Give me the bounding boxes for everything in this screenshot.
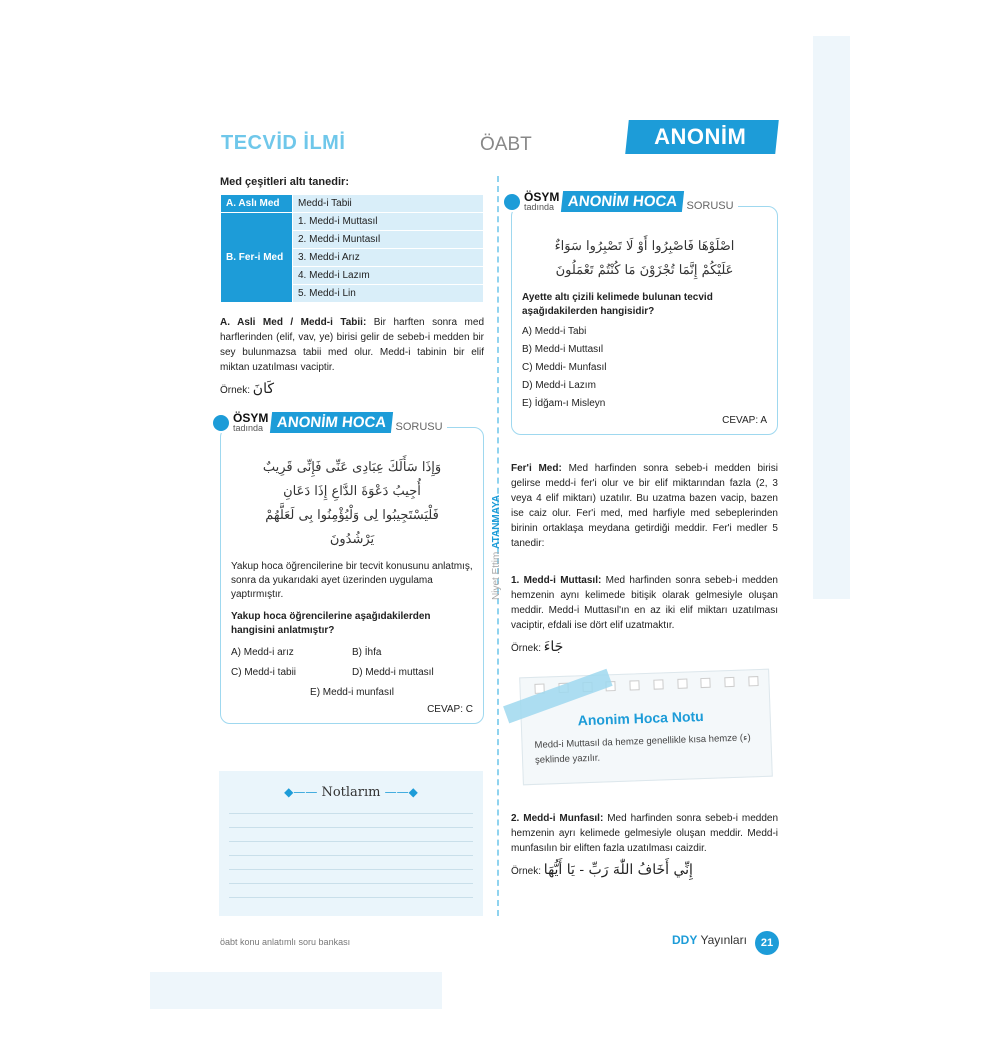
notes-box[interactable] [219,771,483,916]
muttasil-heading: 1. Medd-i Muttasıl: [511,575,602,586]
osym-tab-text [524,192,559,212]
arrow-right-icon: ——◆ [384,785,418,799]
vertical-label-brand: ATANMAYA [491,494,502,549]
answer-key: CEVAP: A [722,415,767,426]
option-c[interactable]: C) Meddi- Munfasıl [522,362,607,373]
question-stem: Ayette altı çizili kelimede bulunan tecvid aşağıdakilerden hangisidir? [522,292,713,317]
note-line [229,870,473,884]
ornek-line [511,862,778,878]
asli-med-text: Bir harften sonra med harflerinden (elif, vav, ye) birisi gelir de sebeb-i medden bir sey bulunmazsa tabii med olur. Medd-i tabinin bir elif miktan uzatılması vaciptir. [220,317,485,373]
munfasil-paragraph [511,811,778,856]
feri-med-heading: Fer'i Med: [511,463,562,474]
brand-logo-text: ANONİM HOCA [654,124,747,183]
asli-med-label: A. Aslı Med [221,195,293,213]
ornek-line [511,639,778,655]
publisher-brand: DDY [672,933,698,947]
med-table [220,194,484,303]
answer-options [231,647,473,698]
ayet-arabic [522,235,767,283]
ornek-label: Örnek: [511,643,542,654]
ayet-line: يَرْشُدُونَ [329,532,375,547]
decorative-panel-bottom [150,972,442,1009]
option-e[interactable]: E) İdğam-ı Misleyn [522,398,606,409]
vertical-label-prefix: Niyet Ettim [491,551,502,600]
osym-sorusu: SORUSU [686,200,734,212]
feri-med-item: 5. Medd-i Lin [293,285,484,303]
decorative-panel-right [813,36,850,599]
left-column [220,176,484,724]
arrow-left-icon: ◆—— [284,785,318,799]
feri-med-paragraph [511,461,778,551]
vertical-label [491,495,502,600]
ornek-line [220,381,484,397]
osym-brand: ANONİM HOCA [561,191,684,212]
osym-label: ÖSYM [233,411,269,425]
osym-tab [504,191,738,212]
osym-question-box [511,190,778,435]
option-b[interactable]: B) İhfa [352,647,382,658]
ayet-line: وَإِذَا سَأَلَكَ عِبَادِى عَنِّى فَإِنِّى قَرِيبٌ [262,460,442,475]
publisher-name: Yayınları [700,933,747,947]
ayet-line: فَلْيَسْتَجِيبُوا لِى وَلْيُؤْمِنُوا بِى لَعَلَّهُمْ [265,508,439,523]
footer-book-title: öabt konu anlatımlı soru bankası [220,937,351,947]
option-a[interactable]: A) Medd-i arız [231,647,294,658]
asli-med-paragraph [220,315,484,375]
footer-publisher [672,933,747,947]
note-line [229,800,473,814]
note-line [229,828,473,842]
osym-tab-text [233,413,268,433]
note-line [229,842,473,856]
feri-med-item: 4. Medd-i Lazım [293,267,484,285]
ornek-arabic: إِنِّي أَخَافُ اللّٰهَ رَبِّ - يَا أَيُّهَا [543,862,693,878]
feri-med-item: 3. Medd-i Arız [293,249,484,267]
osym-brand: ANONİM HOCA [270,412,393,433]
asli-med-heading: A. Asli Med / Medd-i Tabii: [220,317,367,328]
osym-label: ÖSYM [524,190,560,204]
ornek-arabic: كَانَ [252,381,275,397]
tadinda-label: tadında [233,423,264,433]
ornek-arabic: جَاءَ [543,639,564,655]
asli-med-value: Medd-i Tabii [293,195,484,213]
note-body: Medd-i Muttasıl da hemze genellikle kısa hemze (ء) şeklinde yazılır. [534,732,751,766]
ayet-arabic [231,456,473,552]
osym-tab [213,412,447,433]
feri-med-label: B. Fer-i Med [221,213,293,303]
exam-label: ÖABT [480,134,532,155]
ayet-line: أُجِيبُ دَعْوَةَ الدَّاعِ إِذَا دَعَانِ [283,484,421,499]
osym-sorusu: SORUSU [395,421,443,433]
option-d[interactable]: D) Medd-i Lazım [522,380,596,391]
ornek-label: Örnek: [511,866,542,877]
muttasil-paragraph [511,573,778,633]
teacher-note-card [519,669,773,786]
right-column [511,176,778,878]
option-a[interactable]: A) Medd-i Tabi [522,326,587,337]
section-title: TECVİD İLMİ [221,132,346,154]
ayet-line: عَلَيْكُمْ إِنَّمَا تُجْزَوْنَ مَا كُنْتُمْ تَعْمَلُونَ [555,263,734,278]
note-line [229,856,473,870]
muttasil-text: Med harfinden sonra sebeb-i medden hemzenin aynı kelimede bitişik olarak gelmesiyle oluşan meddir. Medd-i Muttasıl'ın en az iki elif miktarı uzatılması vaciptir, efdali ise dört elif uzatmaktır. [511,575,778,631]
note-line [229,814,473,828]
notes-title-text: Notlarım [321,785,381,800]
question-stem: Yakup hoca öğrencilerine aşağıdakilerden hangisini anlatmıştır? [231,611,431,636]
option-c[interactable]: C) Medd-i tabii [231,667,297,678]
page-number: 21 [755,931,779,955]
osym-dot-icon [213,415,229,431]
feri-med-item: 1. Medd-i Muttasıl [293,213,484,231]
option-e[interactable]: E) Medd-i munfasıl [310,687,394,698]
brand-logo [625,120,779,183]
munfasil-text: Med harfinden sonra sebeb-i medden hemzenin ayrı kelimede gelmesiyle oluşan meddir. Medd-i munfasılın bir eliften fazla uzatılması caizdir. [511,813,779,854]
med-intro: Med çeşitleri altı tanedir: [220,176,349,188]
ornek-label: Örnek: [220,385,251,396]
notes-title [229,785,473,800]
note-line [229,884,473,898]
answer-key: CEVAP: C [427,704,473,715]
ayet-line: اصْلَوْهَا فَاصْبِرُوا أَوْ لَا تَصْبِرُوا سَوَاءٌ [554,239,735,254]
note-title: Anonim Hoca Notu [577,707,704,729]
answer-options [522,326,767,409]
feri-med-item: 2. Medd-i Muntasıl [293,231,484,249]
question-context: Yakup hoca öğrencilerine bir tecvit konusunu anlatmış, sonra da yukarıdaki ayet üzerinden uygulama yaptırmıştır. [231,561,473,600]
feri-med-text: Med harfinden sonra sebeb-i medden birisi gelirse medd-i fer'i olur ve bir elif miktarından fazla (2, 3 veya 4 elif miktarı) uzatılır. Bu uzatma bazen vacip, bazen ise caiz olur. Fer'i med, med harfiyle med sebeplerinden birinin ortaklaşa meydana getirdiği meddir. Fer'i medler 5 tanedir: [511,463,778,549]
osym-question-box [220,411,484,724]
option-d[interactable]: D) Medd-i muttasıl [352,667,434,678]
option-b[interactable]: B) Medd-i Muttasıl [522,344,604,355]
munfasil-heading: 2. Medd-i Munfasıl: [511,813,604,824]
tadinda-label: tadında [524,202,555,212]
osym-dot-icon [504,194,520,210]
